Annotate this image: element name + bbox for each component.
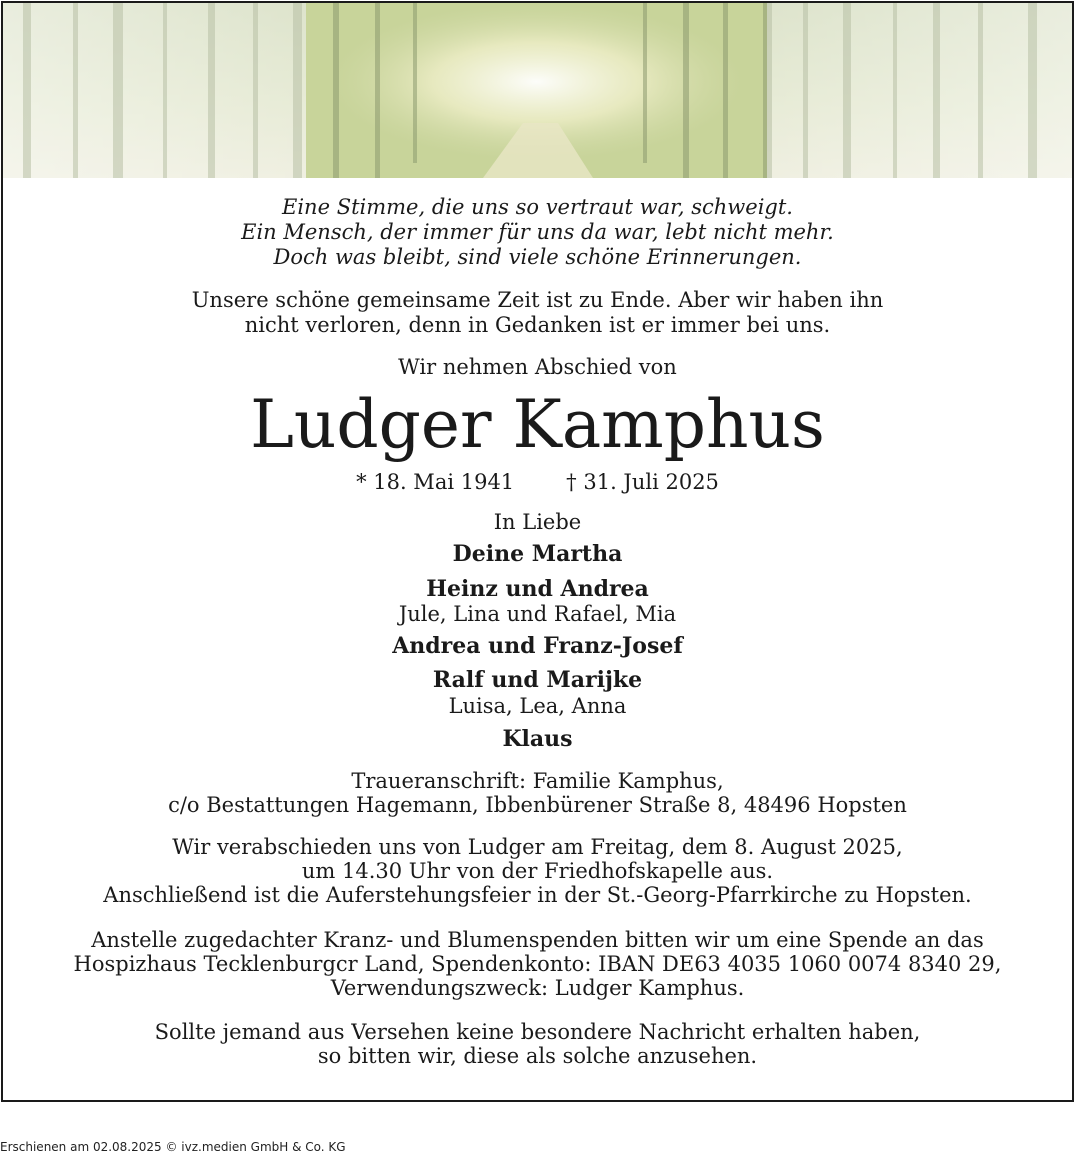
poem-line: Doch was bleibt, sind viele schöne Erinnerungen.	[273, 245, 802, 269]
in-liebe: In Liebe	[493, 510, 582, 534]
banner-fade-left	[3, 3, 306, 178]
ceremony-info	[3, 835, 1072, 907]
family-heinz-children: Jule, Lina und Rafael, Mia	[398, 602, 677, 626]
death-date: † 31. Juli 2025	[566, 470, 719, 494]
publication-footer: Erschienen am 02.08.2025 © ivz.medien GmbH & Co. KG	[0, 1140, 346, 1154]
notice-line: so bitten wir, diese als solche anzusehen.	[317, 1044, 758, 1068]
life-dates	[3, 470, 1072, 495]
intro-line: nicht verloren, denn in Gedanken ist er immer bei uns.	[244, 313, 831, 337]
poem-line: Eine Stimme, die uns so vertraut war, schweigt.	[282, 195, 793, 219]
family-heinz: Heinz und Andrea	[426, 576, 649, 602]
poem	[3, 195, 1072, 270]
family-martha: Deine Martha	[452, 541, 623, 567]
obituary-card	[1, 1, 1074, 1102]
birth-date: * 18. Mai 1941	[356, 470, 515, 494]
intro-line: Unsere schöne gemeinsame Zeit ist zu Ende. Aber wir haben ihn	[191, 288, 884, 312]
ceremony-line: Anschließend ist die Auferstehungsfeier in der St.-Georg-Pfarrkirche zu Hopsten.	[103, 883, 972, 907]
notice-line: Sollte jemand aus Versehen keine besondere Nachricht erhalten haben,	[154, 1020, 921, 1044]
family-klaus: Klaus	[502, 726, 573, 752]
intro-text	[3, 288, 1072, 338]
address-line: Traueranschrift: Familie Kamphus,	[351, 769, 724, 793]
poem-line: Ein Mensch, der immer für uns da war, lebt nicht mehr.	[241, 220, 834, 244]
donation-line: Hospizhaus Tecklenburgcr Land, Spendenkonto: IBAN DE63 4035 1060 0074 8340 29,	[73, 952, 1002, 976]
donation-line: Anstelle zugedachter Kranz- und Blumenspenden bitten wir um eine Spende an das	[91, 928, 984, 952]
donation-line: Verwendungszweck: Ludger Kamphus.	[330, 976, 745, 1000]
banner-fade-right	[767, 3, 1072, 178]
notice-text	[3, 1020, 1072, 1068]
family-andrea: Andrea und Franz-Josef	[392, 633, 683, 659]
address-line: c/o Bestattungen Hagemann, Ibbenbürener Straße 8, 48496 Hopsten	[168, 793, 907, 817]
ceremony-line: um 14.30 Uhr von der Friedhofskapelle aus.	[301, 859, 774, 883]
donation-info	[3, 928, 1072, 1000]
abschied-text: Wir nehmen Abschied von	[398, 355, 677, 379]
funeral-address	[3, 769, 1072, 817]
family-ralf-children: Luisa, Lea, Anna	[448, 694, 627, 718]
ceremony-line: Wir verabschieden uns von Ludger am Freitag, dem 8. August 2025,	[172, 835, 903, 859]
family-ralf: Ralf und Marijke	[432, 667, 643, 693]
forest-banner-image	[3, 3, 1072, 178]
deceased-name: Ludger Kamphus	[250, 386, 825, 463]
